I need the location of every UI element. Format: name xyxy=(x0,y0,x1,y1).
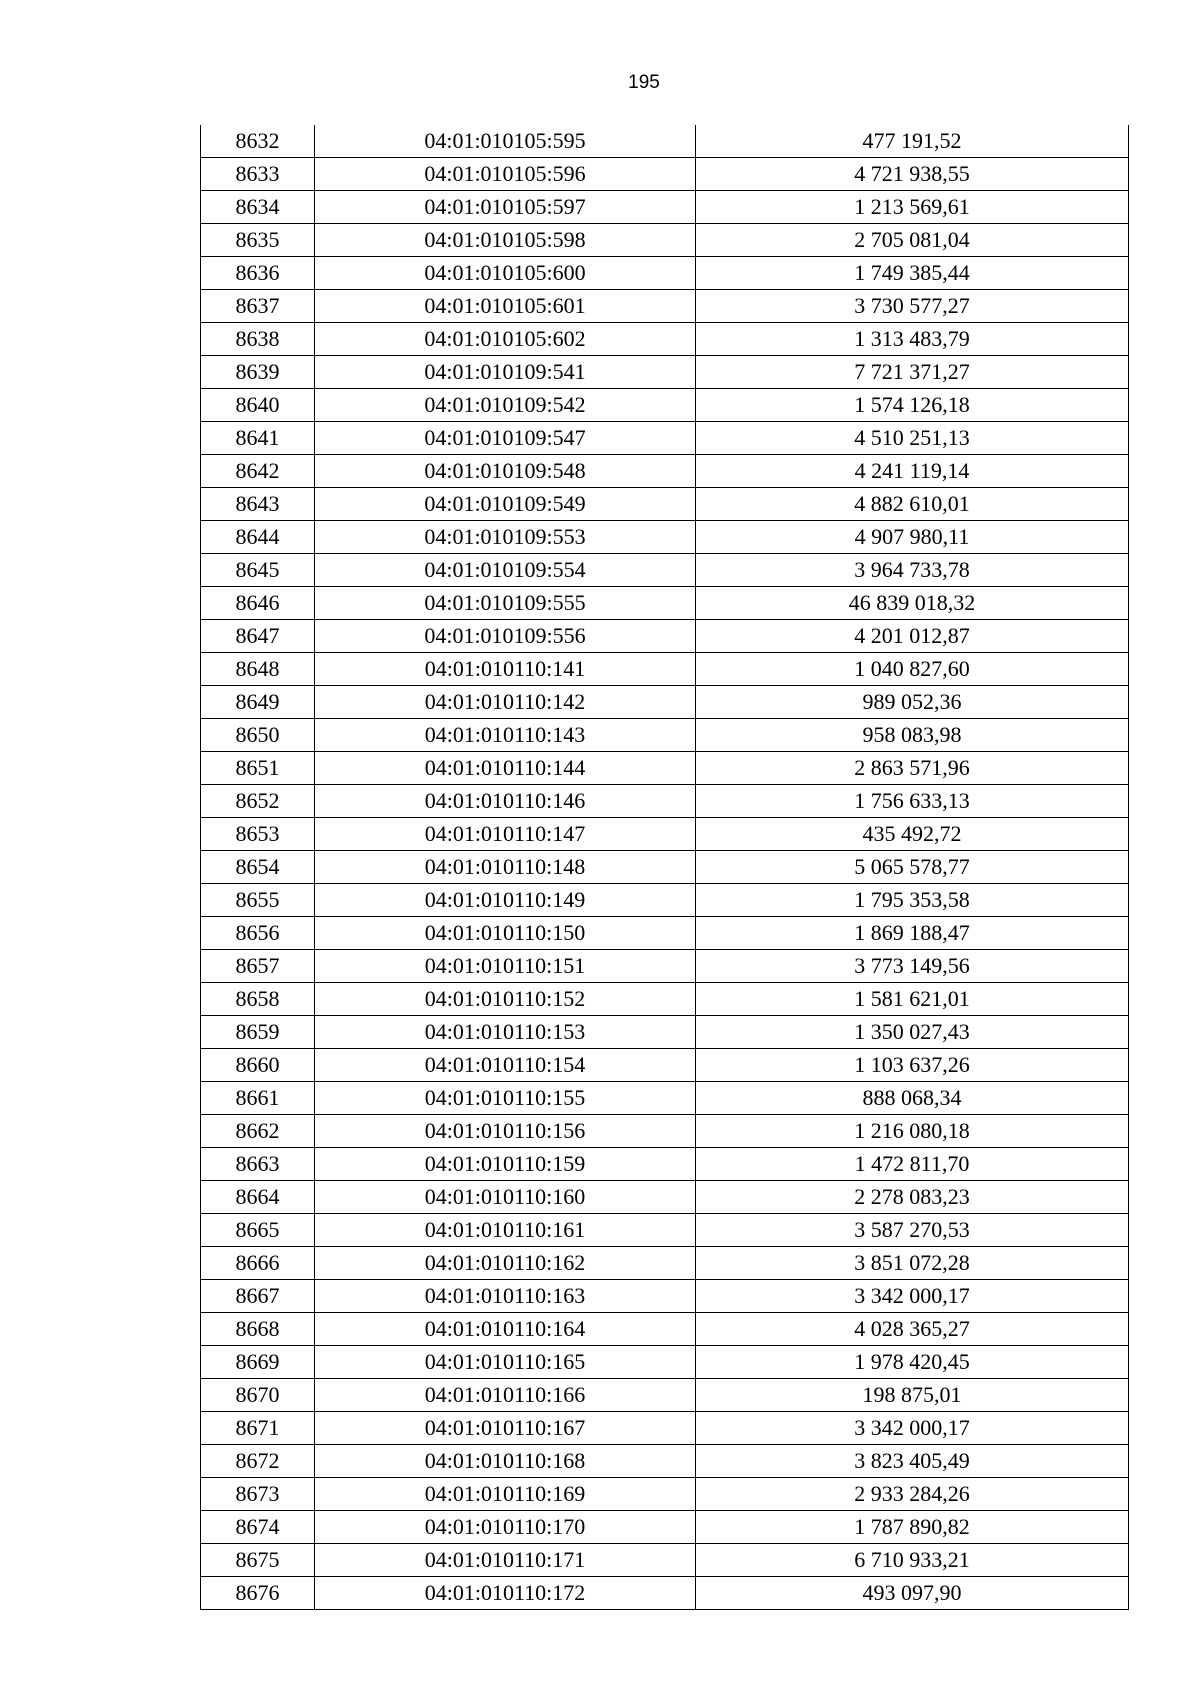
table-row xyxy=(201,917,1129,950)
cadastral-number-cell: 04:01:010110:156 xyxy=(315,1115,696,1148)
value-cell: 4 028 365,27 xyxy=(696,1313,1129,1346)
table-row xyxy=(201,785,1129,818)
table-row xyxy=(201,950,1129,983)
row-number-cell: 8675 xyxy=(201,1544,315,1577)
value-cell: 3 964 733,78 xyxy=(696,554,1129,587)
row-number-cell: 8652 xyxy=(201,785,315,818)
cadastral-number-cell: 04:01:010110:147 xyxy=(315,818,696,851)
value-cell: 1 216 080,18 xyxy=(696,1115,1129,1148)
cadastral-number-cell: 04:01:010110:166 xyxy=(315,1379,696,1412)
cadastral-number-cell: 04:01:010105:601 xyxy=(315,290,696,323)
table-row xyxy=(201,1049,1129,1082)
table-row xyxy=(201,1214,1129,1247)
table-row xyxy=(201,1577,1129,1610)
cadastral-number-cell: 04:01:010110:160 xyxy=(315,1181,696,1214)
row-number-cell: 8638 xyxy=(201,323,315,356)
row-number-cell: 8654 xyxy=(201,851,315,884)
cadastral-number-cell: 04:01:010110:172 xyxy=(315,1577,696,1610)
value-cell: 5 065 578,77 xyxy=(696,851,1129,884)
cadastral-number-cell: 04:01:010105:598 xyxy=(315,224,696,257)
cadastral-number-cell: 04:01:010110:151 xyxy=(315,950,696,983)
value-cell: 958 083,98 xyxy=(696,719,1129,752)
row-number-cell: 8674 xyxy=(201,1511,315,1544)
table-row xyxy=(201,1082,1129,1115)
row-number-cell: 8651 xyxy=(201,752,315,785)
cadastral-number-cell: 04:01:010110:170 xyxy=(315,1511,696,1544)
cadastral-number-cell: 04:01:010109:542 xyxy=(315,389,696,422)
value-cell: 1 103 637,26 xyxy=(696,1049,1129,1082)
value-cell: 3 730 577,27 xyxy=(696,290,1129,323)
value-cell: 4 907 980,11 xyxy=(696,521,1129,554)
value-cell: 6 710 933,21 xyxy=(696,1544,1129,1577)
cadastral-number-cell: 04:01:010110:163 xyxy=(315,1280,696,1313)
row-number-cell: 8672 xyxy=(201,1445,315,1478)
value-cell: 1 213 569,61 xyxy=(696,191,1129,224)
cadastral-number-cell: 04:01:010109:549 xyxy=(315,488,696,521)
value-cell: 3 773 149,56 xyxy=(696,950,1129,983)
table-row xyxy=(201,620,1129,653)
row-number-cell: 8662 xyxy=(201,1115,315,1148)
table-row xyxy=(201,983,1129,1016)
table-row xyxy=(201,719,1129,752)
cadastral-number-cell: 04:01:010109:556 xyxy=(315,620,696,653)
table-row xyxy=(201,1313,1129,1346)
cadastral-number-cell: 04:01:010109:554 xyxy=(315,554,696,587)
row-number-cell: 8647 xyxy=(201,620,315,653)
table-row xyxy=(201,1181,1129,1214)
row-number-cell: 8635 xyxy=(201,224,315,257)
cadastral-number-cell: 04:01:010109:548 xyxy=(315,455,696,488)
value-cell: 435 492,72 xyxy=(696,818,1129,851)
cadastral-number-cell: 04:01:010110:146 xyxy=(315,785,696,818)
value-cell: 1 756 633,13 xyxy=(696,785,1129,818)
row-number-cell: 8646 xyxy=(201,587,315,620)
registry-table-body xyxy=(201,125,1129,1610)
cadastral-number-cell: 04:01:010105:600 xyxy=(315,257,696,290)
value-cell: 4 510 251,13 xyxy=(696,422,1129,455)
table-row xyxy=(201,356,1129,389)
table-row xyxy=(201,587,1129,620)
row-number-cell: 8669 xyxy=(201,1346,315,1379)
cadastral-number-cell: 04:01:010110:143 xyxy=(315,719,696,752)
value-cell: 1 581 621,01 xyxy=(696,983,1129,1016)
value-cell: 477 191,52 xyxy=(696,125,1129,158)
table-row xyxy=(201,884,1129,917)
table-row xyxy=(201,818,1129,851)
row-number-cell: 8665 xyxy=(201,1214,315,1247)
row-number-cell: 8656 xyxy=(201,917,315,950)
row-number-cell: 8645 xyxy=(201,554,315,587)
value-cell: 1 978 420,45 xyxy=(696,1346,1129,1379)
value-cell: 1 749 385,44 xyxy=(696,257,1129,290)
row-number-cell: 8659 xyxy=(201,1016,315,1049)
cadastral-number-cell: 04:01:010105:596 xyxy=(315,158,696,191)
value-cell: 888 068,34 xyxy=(696,1082,1129,1115)
value-cell: 46 839 018,32 xyxy=(696,587,1129,620)
cadastral-number-cell: 04:01:010110:152 xyxy=(315,983,696,1016)
table-row xyxy=(201,158,1129,191)
table-row xyxy=(201,191,1129,224)
row-number-cell: 8633 xyxy=(201,158,315,191)
cadastral-number-cell: 04:01:010110:149 xyxy=(315,884,696,917)
cadastral-number-cell: 04:01:010109:553 xyxy=(315,521,696,554)
value-cell: 1 787 890,82 xyxy=(696,1511,1129,1544)
value-cell: 1 040 827,60 xyxy=(696,653,1129,686)
value-cell: 1 574 126,18 xyxy=(696,389,1129,422)
row-number-cell: 8636 xyxy=(201,257,315,290)
table-row xyxy=(201,686,1129,719)
cadastral-number-cell: 04:01:010110:155 xyxy=(315,1082,696,1115)
table-row xyxy=(201,1379,1129,1412)
row-number-cell: 8649 xyxy=(201,686,315,719)
table-row xyxy=(201,125,1129,158)
cadastral-number-cell: 04:01:010110:171 xyxy=(315,1544,696,1577)
row-number-cell: 8666 xyxy=(201,1247,315,1280)
row-number-cell: 8670 xyxy=(201,1379,315,1412)
row-number-cell: 8641 xyxy=(201,422,315,455)
table-row xyxy=(201,752,1129,785)
cadastral-number-cell: 04:01:010110:153 xyxy=(315,1016,696,1049)
page-number: 195 xyxy=(628,72,660,93)
table-row xyxy=(201,290,1129,323)
table-row xyxy=(201,1511,1129,1544)
table-row xyxy=(201,1412,1129,1445)
row-number-cell: 8644 xyxy=(201,521,315,554)
value-cell: 3 342 000,17 xyxy=(696,1412,1129,1445)
cadastral-number-cell: 04:01:010110:162 xyxy=(315,1247,696,1280)
cadastral-number-cell: 04:01:010109:547 xyxy=(315,422,696,455)
table-row xyxy=(201,224,1129,257)
cadastral-number-cell: 04:01:010105:597 xyxy=(315,191,696,224)
row-number-cell: 8661 xyxy=(201,1082,315,1115)
cadastral-number-cell: 04:01:010110:142 xyxy=(315,686,696,719)
value-cell: 1 869 188,47 xyxy=(696,917,1129,950)
table-row xyxy=(201,257,1129,290)
cadastral-number-cell: 04:01:010110:159 xyxy=(315,1148,696,1181)
value-cell: 7 721 371,27 xyxy=(696,356,1129,389)
row-number-cell: 8664 xyxy=(201,1181,315,1214)
table-row xyxy=(201,1247,1129,1280)
cadastral-number-cell: 04:01:010110:154 xyxy=(315,1049,696,1082)
cadastral-number-cell: 04:01:010105:602 xyxy=(315,323,696,356)
table-row xyxy=(201,1280,1129,1313)
row-number-cell: 8660 xyxy=(201,1049,315,1082)
cadastral-number-cell: 04:01:010105:595 xyxy=(315,125,696,158)
row-number-cell: 8650 xyxy=(201,719,315,752)
table-row xyxy=(201,323,1129,356)
table-row xyxy=(201,1544,1129,1577)
value-cell: 493 097,90 xyxy=(696,1577,1129,1610)
cadastral-number-cell: 04:01:010110:167 xyxy=(315,1412,696,1445)
table-row xyxy=(201,653,1129,686)
cadastral-number-cell: 04:01:010110:169 xyxy=(315,1478,696,1511)
cadastral-number-cell: 04:01:010110:164 xyxy=(315,1313,696,1346)
row-number-cell: 8653 xyxy=(201,818,315,851)
value-cell: 3 587 270,53 xyxy=(696,1214,1129,1247)
value-cell: 1 313 483,79 xyxy=(696,323,1129,356)
cadastral-number-cell: 04:01:010110:148 xyxy=(315,851,696,884)
table-row xyxy=(201,1346,1129,1379)
row-number-cell: 8639 xyxy=(201,356,315,389)
table-row xyxy=(201,1016,1129,1049)
value-cell: 198 875,01 xyxy=(696,1379,1129,1412)
value-cell: 4 201 012,87 xyxy=(696,620,1129,653)
table-row xyxy=(201,455,1129,488)
value-cell: 4 882 610,01 xyxy=(696,488,1129,521)
value-cell: 2 705 081,04 xyxy=(696,224,1129,257)
table-row xyxy=(201,488,1129,521)
row-number-cell: 8637 xyxy=(201,290,315,323)
table-row xyxy=(201,422,1129,455)
row-number-cell: 8663 xyxy=(201,1148,315,1181)
cadastral-number-cell: 04:01:010109:541 xyxy=(315,356,696,389)
row-number-cell: 8643 xyxy=(201,488,315,521)
row-number-cell: 8648 xyxy=(201,653,315,686)
cadastral-number-cell: 04:01:010110:150 xyxy=(315,917,696,950)
row-number-cell: 8676 xyxy=(201,1577,315,1610)
value-cell: 2 933 284,26 xyxy=(696,1478,1129,1511)
table-row xyxy=(201,389,1129,422)
value-cell: 3 823 405,49 xyxy=(696,1445,1129,1478)
cadastral-number-cell: 04:01:010109:555 xyxy=(315,587,696,620)
table-row xyxy=(201,521,1129,554)
cadastral-number-cell: 04:01:010110:144 xyxy=(315,752,696,785)
table-row xyxy=(201,1478,1129,1511)
row-number-cell: 8640 xyxy=(201,389,315,422)
row-number-cell: 8667 xyxy=(201,1280,315,1313)
value-cell: 2 278 083,23 xyxy=(696,1181,1129,1214)
cadastral-number-cell: 04:01:010110:165 xyxy=(315,1346,696,1379)
registry-table xyxy=(200,125,1129,1610)
cadastral-number-cell: 04:01:010110:141 xyxy=(315,653,696,686)
table-row xyxy=(201,1148,1129,1181)
row-number-cell: 8634 xyxy=(201,191,315,224)
row-number-cell: 8632 xyxy=(201,125,315,158)
row-number-cell: 8673 xyxy=(201,1478,315,1511)
table-row xyxy=(201,851,1129,884)
table-row xyxy=(201,1115,1129,1148)
row-number-cell: 8657 xyxy=(201,950,315,983)
value-cell: 4 241 119,14 xyxy=(696,455,1129,488)
row-number-cell: 8668 xyxy=(201,1313,315,1346)
table-row xyxy=(201,554,1129,587)
table-row xyxy=(201,1445,1129,1478)
value-cell: 4 721 938,55 xyxy=(696,158,1129,191)
value-cell: 3 342 000,17 xyxy=(696,1280,1129,1313)
cadastral-number-cell: 04:01:010110:161 xyxy=(315,1214,696,1247)
row-number-cell: 8642 xyxy=(201,455,315,488)
value-cell: 1 795 353,58 xyxy=(696,884,1129,917)
cadastral-number-cell: 04:01:010110:168 xyxy=(315,1445,696,1478)
row-number-cell: 8671 xyxy=(201,1412,315,1445)
row-number-cell: 8655 xyxy=(201,884,315,917)
value-cell: 1 350 027,43 xyxy=(696,1016,1129,1049)
value-cell: 989 052,36 xyxy=(696,686,1129,719)
value-cell: 1 472 811,70 xyxy=(696,1148,1129,1181)
value-cell: 2 863 571,96 xyxy=(696,752,1129,785)
value-cell: 3 851 072,28 xyxy=(696,1247,1129,1280)
row-number-cell: 8658 xyxy=(201,983,315,1016)
